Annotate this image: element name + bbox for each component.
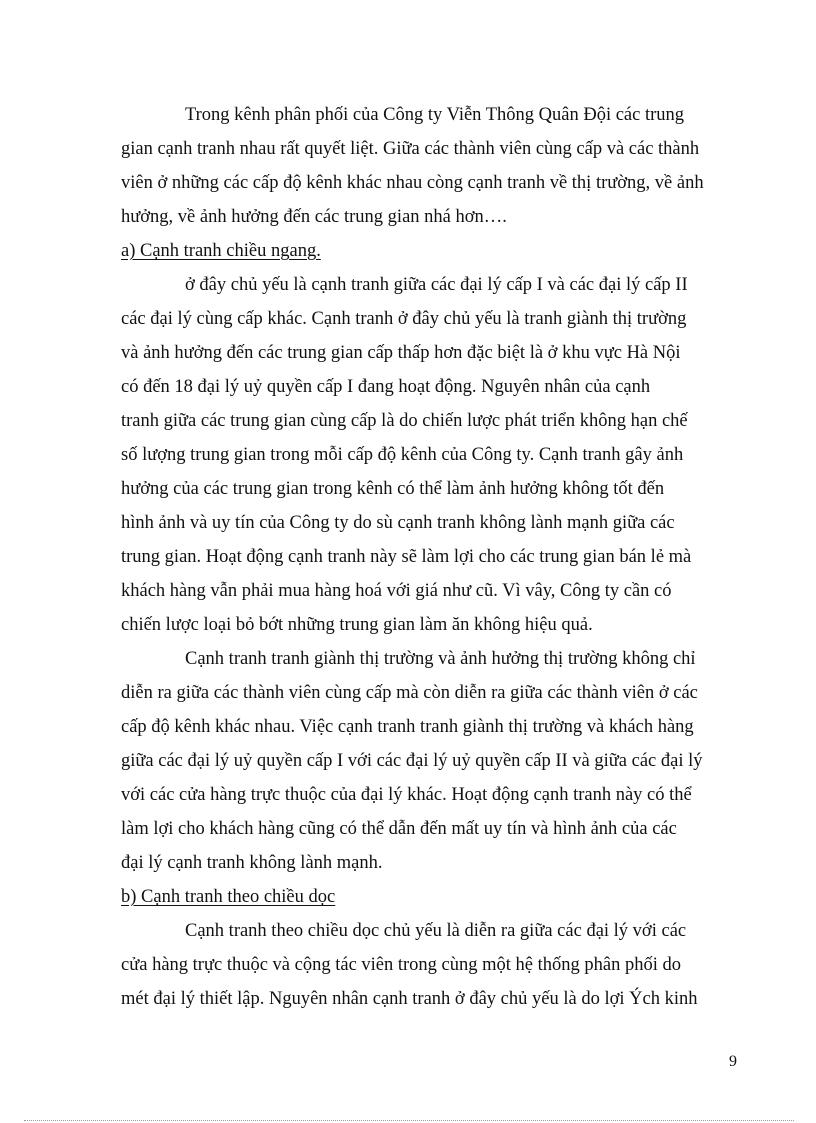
text-line: diễn ra giữa các thành viên cùng cấp mà còn diễn ra giữa các thành viên ở các <box>121 683 698 703</box>
text-line: viên ở những các cấp độ kênh khác nhau còng cạnh tranh về thị trường, về ảnh <box>121 173 704 193</box>
section-heading-a: a) Cạnh tranh chiều ngang. <box>121 241 321 261</box>
text-line: tranh giữa các trung gian cùng cấp là do chiến lược phát triển không hạn chế <box>121 411 688 431</box>
text-line: chiến lược loại bỏ bớt những trung gian làm ăn không hiệu quả. <box>121 615 593 635</box>
text-line: khách hàng vẫn phải mua hàng hoá với giá như cũ. Vì vây, Công ty cần có <box>121 581 672 601</box>
text-line: gian cạnh tranh nhau rất quyết liệt. Giữa các thành viên cùng cấp và các thành <box>121 139 700 159</box>
text-line: giữa các đại lý uỷ quyền cấp I với các đại lý uỷ quyền cấp II và giữa các đại lý <box>121 751 703 771</box>
text-line: ở đây chủ yếu là cạnh tranh giữa các đại lý cấp I và các đại lý cấp II <box>185 275 688 295</box>
text-line: Cạnh tranh tranh giành thị trường và ảnh hưởng thị trường không chỉ <box>185 649 696 669</box>
text-line: cửa hàng trực thuộc và cộng tác viên trong cùng một hệ thống phân phối do <box>121 955 682 975</box>
text-line: có đến 18 đại lý uỷ quyền cấp I đang hoạt động. Nguyên nhân của cạnh <box>121 377 651 397</box>
text-line: mét đại lý thiết lập. Nguyên nhân cạnh tranh ở đây chủ yếu là do lợi Ých kinh <box>121 989 698 1009</box>
section-heading-b: b) Cạnh tranh theo chiều dọc <box>121 887 336 907</box>
text-line: các đại lý cùng cấp khác. Cạnh tranh ở đây chủ yếu là tranh giành thị trường <box>121 309 687 329</box>
text-line: Cạnh tranh theo chiều dọc chủ yếu là diễn ra giữa các đại lý với các <box>185 921 687 941</box>
text-line: với các cửa hàng trực thuộc của đại lý khác. Hoạt động cạnh tranh này có thể <box>121 785 692 805</box>
page-number: 9 <box>729 1053 737 1070</box>
text-line: đại lý cạnh tranh không lành mạnh. <box>121 853 383 873</box>
text-line: làm lợi cho khách hàng cũng có thể dẫn đến mất uy tín và hình ảnh của các <box>121 819 677 839</box>
text-line: cấp độ kênh khác nhau. Việc cạnh tranh tranh giành thị trường và khách hàng <box>121 717 694 737</box>
text-line: và ảnh hưởng đến các trung gian cấp thấp hơn đặc biệt là ở khu vực Hà Nội <box>121 343 681 363</box>
text-line: Trong kênh phân phối của Công ty Viễn Thông Quân Đội các trung <box>185 105 685 125</box>
text-line: trung gian. Hoạt động cạnh tranh này sẽ làm lợi cho các trung gian bán lẻ mà <box>121 547 692 567</box>
page-bottom-border <box>24 1120 794 1121</box>
text-line: số lượng trung gian trong mỗi cấp độ kênh của Công ty. Cạnh tranh gây ảnh <box>121 445 684 465</box>
text-line: hưởng của các trung gian trong kênh có thể làm ảnh hưởng không tốt đến <box>121 479 665 499</box>
text-line: hưởng, về ảnh hưởng đến các trung gian nhá hơn…. <box>121 207 507 227</box>
text-line: hình ảnh và uy tín của Công ty do sù cạnh tranh không lành mạnh giữa các <box>121 513 675 533</box>
